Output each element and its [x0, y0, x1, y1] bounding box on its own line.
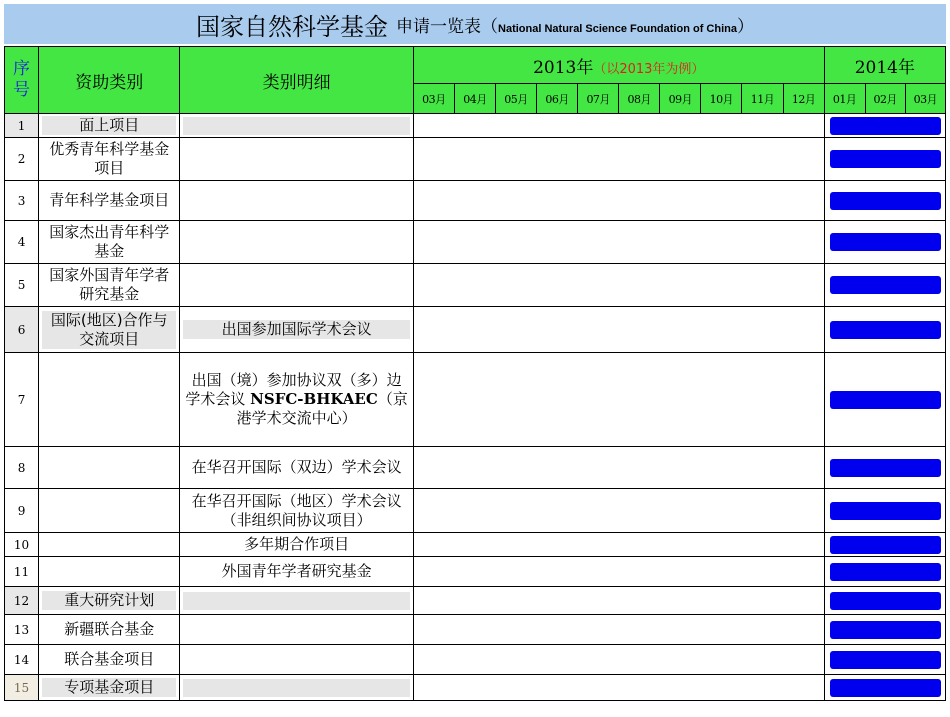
row-number: 4 — [5, 221, 39, 264]
detail-label — [183, 371, 409, 428]
timeline-bar — [830, 563, 941, 581]
month-header: 09月 — [660, 84, 701, 114]
detail-cell — [180, 307, 413, 353]
category-label: 青年科学基金项目 — [49, 191, 170, 209]
header-year-2014: 2014年 — [824, 47, 945, 84]
month-header: 03月 — [905, 84, 945, 114]
timeline-bar — [830, 621, 941, 639]
gantt-empty-span — [413, 138, 824, 181]
detail-part: 出国（境）参加协议双（多）边学术会议 — [185, 371, 402, 408]
row-number: 1 — [5, 114, 39, 138]
month-header: 08月 — [619, 84, 660, 114]
title-english: National Natural Science Foundation of China — [498, 22, 737, 35]
category-cell — [39, 181, 180, 221]
detail-part-code: NSFC-BHKAEC — [250, 390, 378, 408]
timeline-bar — [830, 536, 941, 554]
timeline-bar — [830, 459, 941, 477]
header-seq: 序号 — [5, 47, 39, 114]
detail-label: 多年期合作项目 — [244, 535, 350, 553]
timeline-bar — [830, 233, 941, 251]
table-row — [5, 353, 946, 447]
month-header: 02月 — [865, 84, 905, 114]
month-header: 04月 — [454, 84, 495, 114]
category-cell — [39, 138, 180, 181]
table-body — [5, 114, 946, 701]
title-sub — [396, 12, 754, 37]
row-number: 10 — [5, 533, 39, 557]
gantt-empty-span — [413, 489, 824, 533]
gantt-empty-span — [413, 615, 824, 645]
gantt-bar-cell — [824, 587, 945, 615]
category-cell — [39, 114, 180, 138]
month-header: 10月 — [701, 84, 742, 114]
timeline-bar — [830, 150, 941, 168]
detail-cell — [180, 645, 413, 675]
gantt-bar-cell — [824, 307, 945, 353]
month-header: 06月 — [537, 84, 578, 114]
category-cell — [39, 645, 180, 675]
table-row — [5, 533, 946, 557]
category-label: 面上项目 — [42, 116, 176, 135]
gantt-empty-span — [413, 645, 824, 675]
timeline-bar — [830, 192, 941, 210]
header-detail: 类别明细 — [180, 47, 413, 114]
gantt-empty-span — [413, 533, 824, 557]
table-row — [5, 138, 946, 181]
row-number: 2 — [5, 138, 39, 181]
detail-label — [183, 276, 409, 294]
timeline-bar — [830, 592, 941, 610]
gantt-empty-span — [413, 353, 824, 447]
detail-cell — [180, 114, 413, 138]
gantt-bar-cell — [824, 557, 945, 587]
gantt-bar-cell — [824, 645, 945, 675]
table-row — [5, 181, 946, 221]
gantt-empty-span — [413, 587, 824, 615]
category-cell — [39, 489, 180, 533]
detail-label — [183, 192, 409, 210]
category-label: 国家外国青年学者研究基金 — [49, 266, 170, 303]
detail-cell — [180, 353, 413, 447]
application-table — [4, 46, 946, 701]
table-row — [5, 114, 946, 138]
row-number: 14 — [5, 645, 39, 675]
gantt-empty-span — [413, 307, 824, 353]
category-label: 国家杰出青年科学基金 — [49, 223, 170, 260]
detail-cell — [180, 181, 413, 221]
detail-label — [183, 117, 409, 135]
table-row — [5, 587, 946, 615]
detail-label: 在华召开国际（地区）学术会议（非组织间协议项目） — [191, 491, 402, 529]
gantt-bar-cell — [824, 138, 945, 181]
category-label: 重大研究计划 — [42, 591, 176, 610]
detail-cell — [180, 615, 413, 645]
gantt-bar-cell — [824, 447, 945, 489]
detail-label — [183, 233, 409, 251]
detail-cell — [180, 447, 413, 489]
gantt-empty-span — [413, 675, 824, 701]
row-number: 15 — [5, 675, 39, 701]
table-row — [5, 557, 946, 587]
row-number: 13 — [5, 615, 39, 645]
detail-label — [183, 679, 409, 697]
category-cell — [39, 615, 180, 645]
detail-part: （京港学术交流中心） — [236, 390, 408, 427]
detail-label: 出国参加国际学术会议 — [183, 320, 409, 339]
detail-label — [183, 621, 409, 639]
table-row — [5, 447, 946, 489]
month-header: 07月 — [578, 84, 619, 114]
gantt-bar-cell — [824, 264, 945, 307]
category-cell — [39, 221, 180, 264]
category-cell — [39, 447, 180, 489]
row-number: 9 — [5, 489, 39, 533]
timeline-bar — [830, 117, 941, 135]
timeline-bar — [830, 679, 941, 697]
timeline-bar — [830, 321, 941, 339]
month-header: 05月 — [496, 84, 537, 114]
detail-cell — [180, 221, 413, 264]
gantt-empty-span — [413, 557, 824, 587]
detail-cell — [180, 557, 413, 587]
gantt-bar-cell — [824, 675, 945, 701]
month-header: 01月 — [824, 84, 865, 114]
gantt-bar-cell — [824, 615, 945, 645]
gantt-empty-span — [413, 264, 824, 307]
row-number: 7 — [5, 353, 39, 447]
detail-cell — [180, 138, 413, 181]
table-title — [4, 4, 946, 44]
month-header: 03月 — [413, 84, 454, 114]
detail-label — [183, 651, 409, 669]
detail-cell — [180, 587, 413, 615]
row-number: 3 — [5, 181, 39, 221]
table-row — [5, 489, 946, 533]
category-label: 联合基金项目 — [64, 650, 155, 668]
month-header: 12月 — [783, 84, 824, 114]
detail-cell — [180, 675, 413, 701]
category-label: 优秀青年科学基金项目 — [49, 140, 170, 177]
gantt-bar-cell — [824, 181, 945, 221]
table-row — [5, 615, 946, 645]
category-label: 专项基金项目 — [42, 678, 176, 697]
detail-cell — [180, 264, 413, 307]
gantt-empty-span — [413, 221, 824, 264]
row-number: 8 — [5, 447, 39, 489]
category-cell — [39, 307, 180, 353]
row-number: 6 — [5, 307, 39, 353]
row-number: 11 — [5, 557, 39, 587]
detail-label — [183, 150, 409, 168]
category-cell — [39, 533, 180, 557]
category-label: 新疆联合基金 — [64, 620, 155, 638]
detail-cell — [180, 489, 413, 533]
category-cell — [39, 587, 180, 615]
gantt-empty-span — [413, 114, 824, 138]
title-main: 国家自然科学基金 — [196, 12, 389, 41]
category-label: 国际(地区)合作与交流项目 — [42, 311, 176, 349]
gantt-bar-cell — [824, 114, 945, 138]
year-note: （以2013年为例） — [593, 61, 705, 77]
month-header: 11月 — [742, 84, 783, 114]
timeline-bar — [830, 502, 941, 520]
gantt-bar-cell — [824, 221, 945, 264]
row-number: 12 — [5, 587, 39, 615]
table-row — [5, 264, 946, 307]
table-row — [5, 221, 946, 264]
timeline-bar — [830, 391, 941, 409]
gantt-empty-span — [413, 447, 824, 489]
timeline-bar — [830, 651, 941, 669]
header-year-2013: 2013年（以2013年为例） — [413, 47, 824, 84]
title-sub-cn: 申请一览表（ — [396, 16, 499, 37]
row-number: 5 — [5, 264, 39, 307]
gantt-bar-cell — [824, 353, 945, 447]
header-category: 资助类别 — [39, 47, 180, 114]
detail-label: 在华召开国际（双边）学术会议 — [191, 458, 402, 476]
gantt-bar-cell — [824, 533, 945, 557]
table-row — [5, 645, 946, 675]
category-cell — [39, 353, 180, 447]
title-close: ） — [736, 16, 754, 37]
detail-label: 外国青年学者研究基金 — [221, 562, 372, 580]
timeline-bar — [830, 276, 941, 294]
table-row — [5, 675, 946, 701]
gantt-bar-cell — [824, 489, 945, 533]
gantt-empty-span — [413, 181, 824, 221]
category-cell — [39, 557, 180, 587]
category-cell — [39, 264, 180, 307]
table-row — [5, 307, 946, 353]
detail-label — [183, 592, 409, 610]
category-cell — [39, 675, 180, 701]
detail-cell — [180, 533, 413, 557]
